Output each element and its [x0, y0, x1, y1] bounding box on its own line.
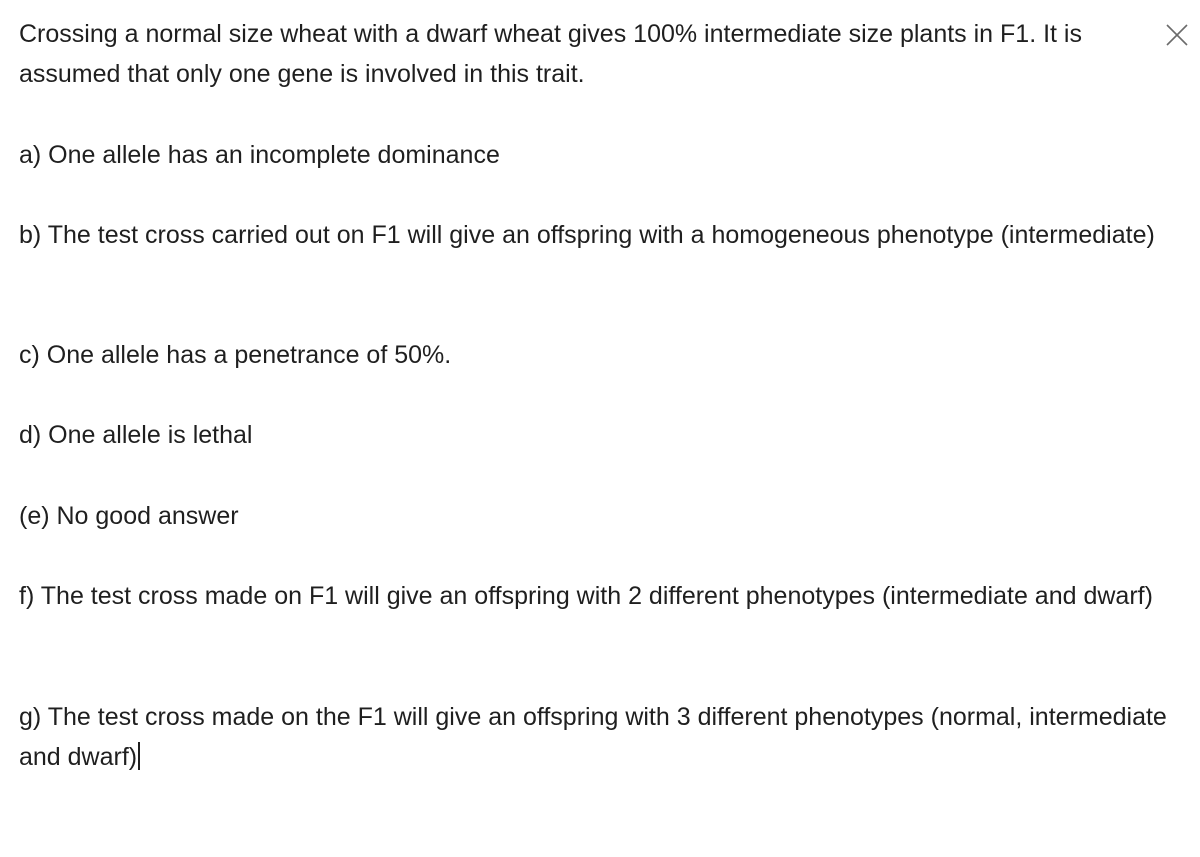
option-b[interactable]: b) The test cross carried out on F1 will give an offspring with a homogeneous phenotype (intermediate) [19, 221, 1155, 249]
option-d[interactable]: d) One allele is lethal [19, 421, 253, 449]
option-g[interactable] [19, 697, 1169, 777]
close-icon [1164, 22, 1190, 48]
close-button[interactable] [1164, 22, 1190, 48]
option-c[interactable]: c) One allele has a penetrance of 50%. [19, 341, 452, 369]
option-g-text: g) The test cross made on the F1 will give an offspring with 3 different phenotypes (normal, intermediate and dwarf) [19, 703, 1167, 771]
text-cursor [138, 742, 140, 770]
option-e[interactable]: (e) No good answer [19, 502, 239, 530]
question-text: Crossing a normal size wheat with a dwarf wheat gives 100% intermediate size plants in F1. It is assumed that only one gene is involved in this trait. [19, 20, 1082, 88]
option-f[interactable]: f) The test cross made on F1 will give an offspring with 2 different phenotypes (intermediate and dwarf) [19, 582, 1153, 610]
option-a[interactable]: a) One allele has an incomplete dominance [19, 141, 500, 169]
